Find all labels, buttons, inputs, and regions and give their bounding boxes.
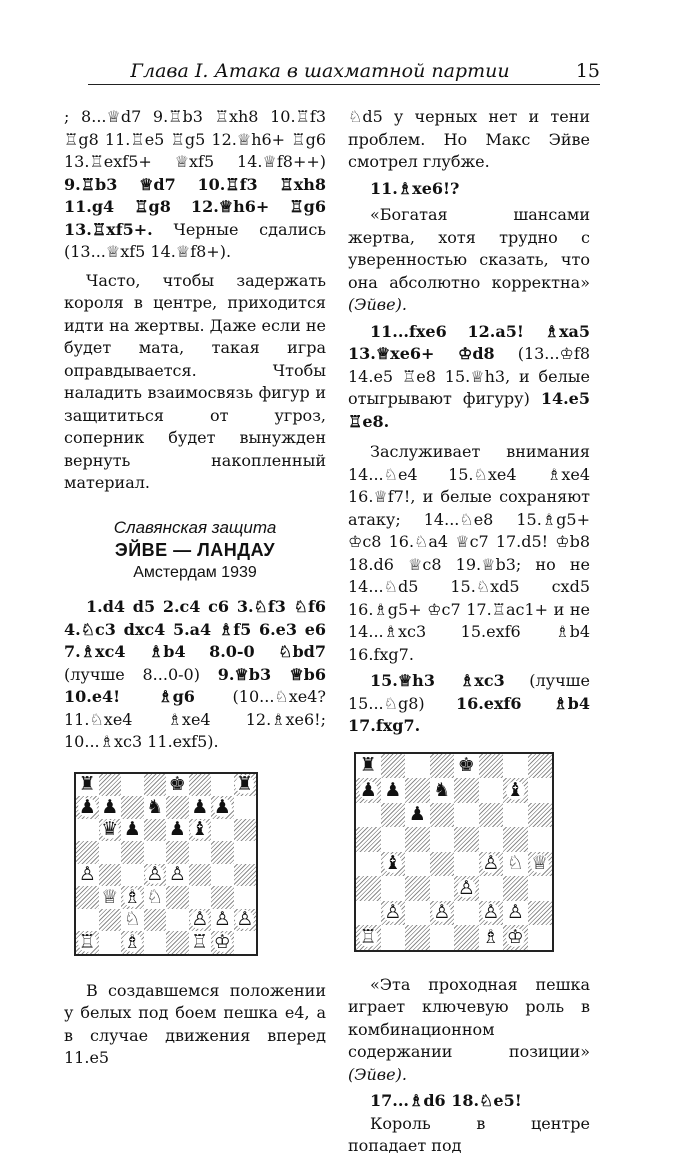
paragraph: Заслуживает внимания 14...♘e4 15.♘xe4 ♗xe4 16.♕f7!, и белые сохраняют атаку; 14...♘e8 15.♗g5+ ♔c8 16.♘a4 ♕c7 17.d5! ♔b8 18.d6 ♕c8 19.♕b3; но не 14...♘d5 15.♘xd5 cxd5 16.♗g5+ ♔c7 17.♖ac1+ и не 14...♗xc3 15.exf6 ♗b4 16.fxg7.	[348, 442, 590, 664]
board-square	[503, 778, 528, 803]
board-square	[121, 909, 144, 932]
paragraph: Король в центре попадает под	[348, 1113, 590, 1155]
text-run: «Богатая шансами жертва, хотя трудно с уверенностью сказать, что она абсолютно корректна»	[348, 205, 590, 292]
board-square	[430, 803, 455, 828]
chess-piece: ♖	[191, 930, 209, 953]
board-square	[99, 819, 122, 842]
text-run: (лучше 8...0-0)	[64, 664, 218, 684]
chess-piece: ♚	[457, 754, 475, 777]
board-square	[479, 778, 504, 803]
chess-piece: ♕	[101, 885, 119, 908]
board-square	[166, 841, 189, 864]
board-square	[356, 876, 381, 901]
board-square	[454, 925, 479, 950]
chess-piece: ♙	[78, 863, 96, 886]
chess-piece: ♕	[531, 852, 549, 875]
chess-piece: ♟	[213, 795, 231, 818]
board-square	[211, 774, 234, 797]
chess-diagram-2	[354, 752, 590, 952]
board-square	[234, 796, 257, 819]
board-square	[356, 754, 381, 779]
board-square	[430, 754, 455, 779]
board-square	[430, 827, 455, 852]
text-run: (10...♘xe4? 11.♘xe4 ♗xe4 12.♗xe6!; 10...♗xc3 11.exf5).	[64, 687, 326, 751]
moves-bold: 11...fxe6 12.a5! ♗xa5 13.♕xe6+ ♔d8	[348, 321, 590, 363]
board-square	[503, 803, 528, 828]
board-square	[76, 796, 99, 819]
chess-piece: ♙	[506, 901, 524, 924]
moves-paragraph	[348, 670, 590, 738]
board-square	[144, 864, 167, 887]
board-square	[166, 886, 189, 909]
board-square	[76, 841, 99, 864]
chess-piece: ♙	[191, 908, 209, 931]
chess-piece: ♟	[408, 803, 426, 826]
board-square	[479, 852, 504, 877]
board-square	[356, 925, 381, 950]
board-square	[405, 901, 430, 926]
board-square	[479, 754, 504, 779]
board-square	[189, 841, 212, 864]
chess-piece: ♙	[168, 863, 186, 886]
paragraph: Часто, чтобы задержать короля в центре, приходится идти на жертвы. Даже если не будет мата, такая игра оправдывается. Чтобы наладить взаимосвязь фигур и защититься от угроз, соперник будет вынужден вернуть накопленный материал.	[64, 270, 326, 492]
board-square	[454, 901, 479, 926]
chess-piece: ♙	[213, 908, 231, 931]
chess-board	[74, 772, 258, 956]
board-square	[479, 901, 504, 926]
chess-piece: ♞	[433, 778, 451, 801]
board-square	[479, 827, 504, 852]
board-square	[503, 827, 528, 852]
board-square	[381, 852, 406, 877]
board-square	[479, 925, 504, 950]
board-square	[166, 864, 189, 887]
chapter-title: Глава I. Атака в шахматной партии	[130, 60, 510, 82]
board-square	[528, 852, 553, 877]
chess-piece: ♟	[123, 818, 141, 841]
board-square	[405, 876, 430, 901]
chess-piece: ♘	[506, 852, 524, 875]
chess-piece: ♟	[191, 795, 209, 818]
chess-piece: ♞	[146, 795, 164, 818]
chess-piece: ♝	[384, 852, 402, 875]
board-square	[405, 778, 430, 803]
chess-piece: ♜	[78, 773, 96, 796]
chess-piece: ♘	[146, 885, 164, 908]
board-square	[121, 886, 144, 909]
board-square	[430, 925, 455, 950]
board-square	[144, 909, 167, 932]
moves-bold: 15.♕h3 ♗xc3	[370, 671, 505, 690]
board-square	[99, 931, 122, 954]
chess-piece: ♝	[506, 778, 524, 801]
chess-piece: ♖	[359, 925, 377, 948]
board-square	[381, 803, 406, 828]
board-square	[503, 754, 528, 779]
board-square	[454, 852, 479, 877]
moves-bold: 14.e5 ♖e8.	[348, 389, 590, 431]
board-square	[76, 909, 99, 932]
board-square	[356, 778, 381, 803]
board-square	[99, 774, 122, 797]
moves-paragraph	[64, 596, 326, 754]
board-square	[405, 852, 430, 877]
chess-board	[354, 752, 554, 952]
board-square	[405, 754, 430, 779]
running-header	[88, 58, 600, 85]
chess-piece: ♘	[123, 908, 141, 931]
board-square	[211, 931, 234, 954]
board-square	[211, 864, 234, 887]
board-square	[76, 819, 99, 842]
board-square	[405, 925, 430, 950]
board-square	[189, 909, 212, 932]
board-square	[76, 886, 99, 909]
chess-piece: ♙	[146, 863, 164, 886]
board-square	[479, 803, 504, 828]
board-square	[381, 778, 406, 803]
chess-piece: ♗	[482, 925, 500, 948]
move-line: 11.♗xe6!?	[370, 178, 460, 198]
paragraph: В создавшемся положении у белых под боем пешка e4, а в случае движения вперед 11.e5	[64, 980, 326, 1067]
chess-piece: ♛	[101, 818, 119, 841]
board-square	[454, 803, 479, 828]
chess-piece: ♗	[123, 930, 141, 953]
board-square	[76, 931, 99, 954]
chess-piece: ♟	[384, 778, 402, 801]
board-square	[99, 864, 122, 887]
board-square	[166, 819, 189, 842]
board-square	[430, 852, 455, 877]
board-square	[121, 774, 144, 797]
board-square	[356, 827, 381, 852]
board-square	[121, 841, 144, 864]
board-square	[211, 819, 234, 842]
board-square	[454, 778, 479, 803]
chess-piece: ♝	[191, 818, 209, 841]
board-square	[144, 931, 167, 954]
chess-piece: ♟	[78, 795, 96, 818]
board-square	[430, 876, 455, 901]
moves-paragraph	[348, 321, 590, 434]
board-square	[503, 876, 528, 901]
board-square	[234, 909, 257, 932]
moves-bold: 1.d4 d5 2.c4 c6 3.♘f3 ♘f6 4.♘c3 dxc4 5.a4 ♗f5 6.e3 e6 7.♗xc4 ♗b4 8.0-0 ♘bd7	[64, 597, 326, 661]
chess-piece: ♔	[213, 930, 231, 953]
chess-piece: ♙	[482, 852, 500, 875]
board-square	[211, 796, 234, 819]
board-square	[211, 909, 234, 932]
text-run: «Эта проходная пешка играет ключевую роль в комбинационном содержании позиции»	[348, 974, 590, 1061]
board-square	[121, 931, 144, 954]
board-square	[189, 886, 212, 909]
text-run: ; 8...♕d7 9.♖b3 ♖xh8 10.♖f3 ♖g8 11.♖e5 ♖g5 12.♕h6+ ♖g6 13.♖exf5+ ♕xf5 14.♕f8++)	[64, 107, 326, 171]
board-square	[99, 886, 122, 909]
board-square	[144, 796, 167, 819]
chess-piece: ♖	[78, 930, 96, 953]
text-run: Черные сдались (13...♕xf5 14.♕f8+).	[64, 219, 326, 261]
paragraph: ♘d5 у черных нет и тени проблем. Но Макс Эйве смотрел глубже.	[348, 107, 590, 171]
chess-piece: ♙	[384, 901, 402, 924]
board-square	[166, 774, 189, 797]
board-square	[356, 852, 381, 877]
board-square	[189, 931, 212, 954]
board-square	[99, 796, 122, 819]
board-square	[189, 819, 212, 842]
board-square	[189, 864, 212, 887]
board-square	[528, 827, 553, 852]
board-square	[166, 796, 189, 819]
board-square	[381, 925, 406, 950]
board-square	[189, 774, 212, 797]
moves-bold: 9.♖b3 ♕d7 10.♖f3 ♖xh8 11.g4 ♖g8 12.♕h6+ ♖g6 13.♖xf5+.	[64, 174, 326, 239]
chess-piece: ♚	[168, 773, 186, 796]
board-square	[144, 774, 167, 797]
chess-diagram-1	[74, 772, 326, 956]
board-square	[189, 796, 212, 819]
board-square	[528, 754, 553, 779]
event: Амстердам 1939	[133, 563, 257, 581]
game-caption	[64, 517, 326, 585]
board-square	[76, 864, 99, 887]
board-square	[454, 754, 479, 779]
board-square	[99, 909, 122, 932]
board-square	[356, 901, 381, 926]
text-run: (13...♔f8 14.e5 ♖e8 15.♕h3, и белые отыгрывают фигуру)	[348, 344, 590, 408]
chess-piece: ♗	[123, 885, 141, 908]
paragraph	[64, 106, 326, 264]
chess-piece: ♔	[506, 925, 524, 948]
board-square	[405, 827, 430, 852]
board-square	[121, 864, 144, 887]
chess-piece: ♙	[457, 876, 475, 899]
board-square	[479, 876, 504, 901]
players: ЭЙВЕ — ЛАНДАУ	[114, 540, 276, 560]
moves-bold: 9.♕b3 ♕b6 10.e4! ♗g6	[64, 664, 326, 706]
board-square	[528, 803, 553, 828]
board-square	[166, 909, 189, 932]
board-square	[144, 841, 167, 864]
board-square	[234, 931, 257, 954]
page-number: 15	[575, 60, 600, 82]
board-square	[381, 827, 406, 852]
board-square	[503, 925, 528, 950]
quote	[348, 204, 590, 317]
chess-piece: ♟	[359, 778, 377, 801]
chess-piece: ♜	[236, 773, 254, 796]
chess-piece: ♜	[359, 754, 377, 777]
board-square	[234, 841, 257, 864]
board-square	[528, 925, 553, 950]
board-square	[430, 778, 455, 803]
chess-piece: ♙	[482, 901, 500, 924]
board-square	[121, 819, 144, 842]
moves-bold: 16.exf6 ♗b4 17.fxg7.	[348, 693, 590, 735]
board-square	[405, 803, 430, 828]
quote-author: (Эйве).	[348, 295, 407, 314]
board-square	[503, 852, 528, 877]
board-square	[381, 876, 406, 901]
chess-piece: ♙	[433, 901, 451, 924]
board-square	[528, 778, 553, 803]
board-square	[356, 803, 381, 828]
board-square	[234, 864, 257, 887]
board-square	[381, 754, 406, 779]
board-square	[528, 901, 553, 926]
left-column	[64, 106, 326, 1070]
board-square	[76, 774, 99, 797]
board-square	[454, 876, 479, 901]
board-square	[166, 931, 189, 954]
board-square	[144, 819, 167, 842]
quote	[348, 974, 590, 1087]
board-square	[503, 901, 528, 926]
board-square	[234, 819, 257, 842]
opening-name: Славянская защита	[113, 517, 277, 537]
board-square	[121, 796, 144, 819]
board-square	[211, 841, 234, 864]
board-square	[430, 901, 455, 926]
board-square	[234, 774, 257, 797]
board-square	[234, 886, 257, 909]
board-square	[381, 901, 406, 926]
board-square	[528, 876, 553, 901]
text-run: (лучше 15...♘g8)	[348, 671, 590, 713]
chess-piece: ♟	[101, 795, 119, 818]
chess-piece: ♟	[168, 818, 186, 841]
board-square	[99, 841, 122, 864]
board-square	[454, 827, 479, 852]
chess-piece: ♙	[236, 908, 254, 931]
board-square	[144, 886, 167, 909]
board-square	[211, 886, 234, 909]
move-line: 17...♗d6 18.♘e5!	[370, 1091, 522, 1110]
quote-author: (Эйве).	[348, 1064, 407, 1084]
